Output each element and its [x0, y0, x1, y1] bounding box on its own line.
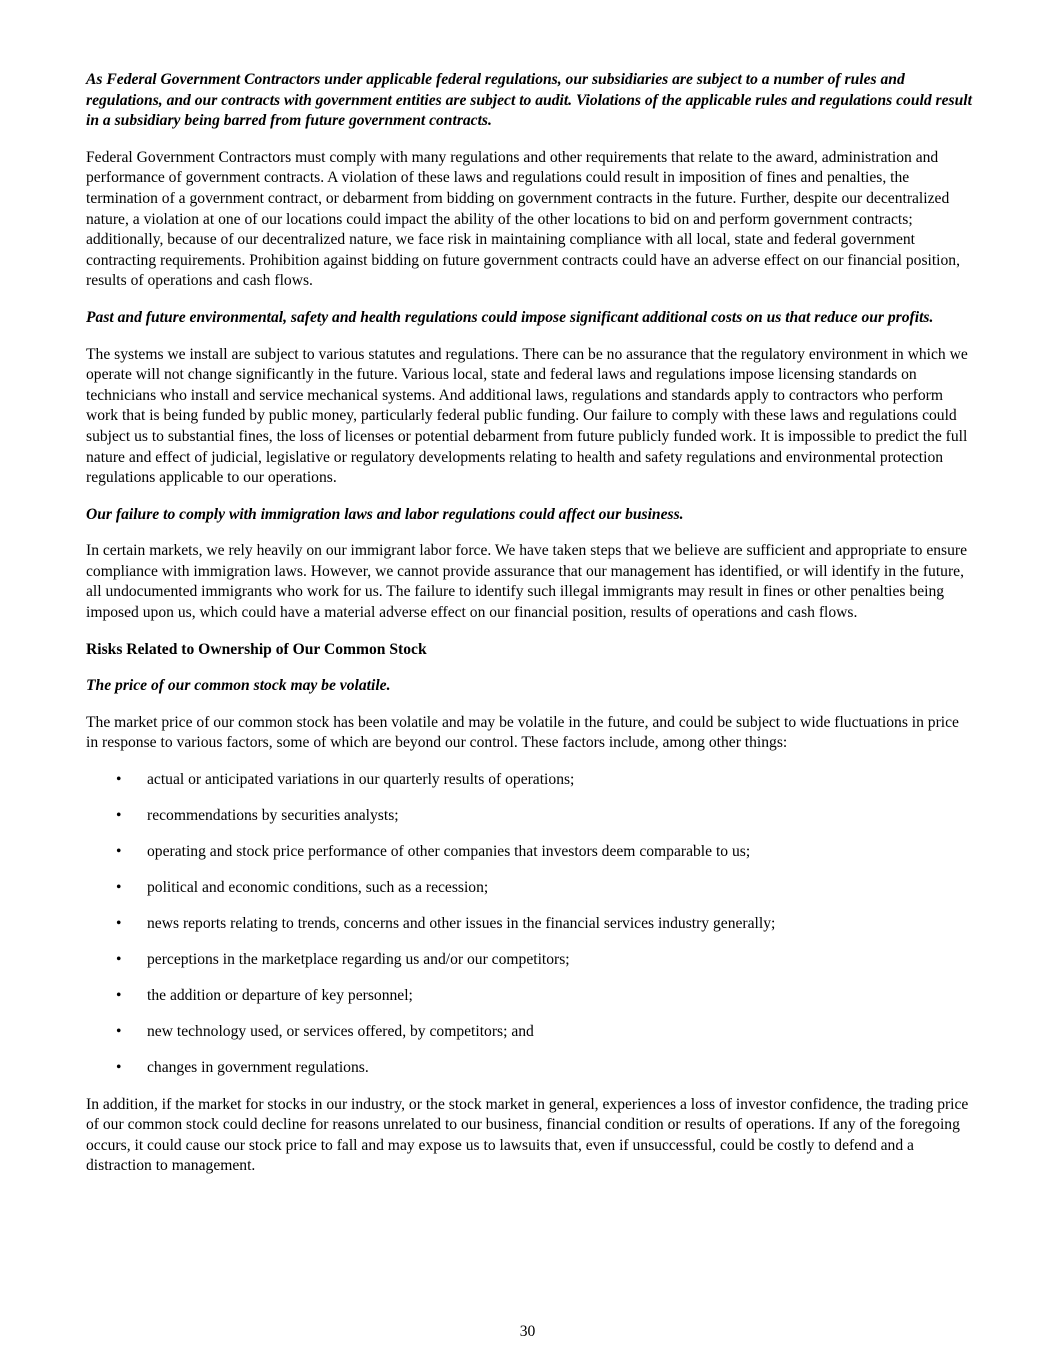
- list-item: [86, 1058, 972, 1079]
- list-item-text: the addition or departure of key personnel;: [147, 986, 413, 1004]
- risk-closing-stock-volatility: In addition, if the market for stocks in our industry, or the stock market in general, experiences a loss of investor confidence, the trading price of our common stock could decline for reasons unrelated to our business, financial condition or results of operations. If any of the foregoing occurs, it could cause our stock price to fall and may expose us to lawsuits that, even if unsuccessful, could be costly to defend and a distraction to management.: [86, 1095, 969, 1175]
- risk-intro-stock-volatility: The market price of our common stock has been volatile and may be volatile in the future, and could be subject to wide fluctuations in price in response to various factors, some of which are beyond our control. These factors include, among other things:: [86, 713, 959, 752]
- list-item: [86, 878, 972, 899]
- list-item-text: news reports relating to trends, concerns and other issues in the financial services industry generally;: [147, 914, 776, 932]
- bullet-marker: •: [116, 1022, 122, 1040]
- list-item-text: political and economic conditions, such as a recession;: [147, 878, 489, 896]
- risk-body-immigration-laws: In certain markets, we rely heavily on our immigrant labor force. We have taken steps that we believe are sufficient and appropriate to ensure compliance with immigration laws. However, we cannot provide assurance that our management has identified, or will identify in the future, all undocumented immigrants who work for us. The failure to identify such illegal immigrants may result in fines or other penalties being imposed upon us, which could have a material adverse effect on our financial position, results of operations and cash flows.: [86, 542, 968, 622]
- list-item: [86, 986, 972, 1007]
- bullet-marker: •: [116, 950, 122, 968]
- list-item: [86, 950, 972, 971]
- list-item: [86, 914, 972, 935]
- bullet-marker: •: [116, 986, 122, 1004]
- list-item: [86, 770, 972, 791]
- list-item-text: actual or anticipated variations in our quarterly results of operations;: [147, 771, 575, 789]
- risk-heading-stock-volatility: The price of our common stock may be volatile.: [86, 677, 391, 695]
- section-title-common-stock: Risks Related to Ownership of Our Common Stock: [86, 640, 427, 658]
- bullet-marker: •: [116, 807, 122, 825]
- list-item: [86, 1022, 972, 1043]
- list-item-text: perceptions in the marketplace regarding us and/or our competitors;: [147, 950, 570, 968]
- bullet-marker: •: [116, 1058, 122, 1076]
- list-item: [86, 806, 972, 827]
- list-item-text: new technology used, or services offered, by competitors; and: [147, 1022, 534, 1040]
- list-item-text: operating and stock price performance of other companies that investors deem comparable to us;: [147, 843, 751, 860]
- list-item: [86, 842, 972, 863]
- bullet-marker: •: [116, 771, 122, 789]
- bullet-marker: •: [116, 843, 122, 860]
- risk-heading-environmental-regulations: Past and future environmental, safety and health regulations could impose significant additional costs on us that reduce our profits.: [86, 308, 934, 326]
- risk-heading-immigration-laws: Our failure to comply with immigration laws and labor regulations could affect our business.: [86, 505, 684, 523]
- list-item-text: recommendations by securities analysts;: [147, 807, 399, 825]
- bullet-marker: •: [116, 878, 122, 896]
- bullet-marker: •: [116, 914, 122, 932]
- risk-body-environmental-regulations: The systems we install are subject to various statutes and regulations. There can be no assurance that the regulatory environment in which we operate will not change significantly in the future. Various local, state and federal laws and regulations impose licensing standards on technicians who install and service mechanical systems. And additional laws, regulations and standards apply to contractors who perform work that is being funded by public money, particularly federal public funding. Our failure to comply with these laws and regulations could subject us to substantial fines, the loss of licenses or potential debarment from future publicly funded work. It is impossible to predict the full nature and effect of judicial, legislative or regulatory developments relating to health and safety regulations and environmental protection regulations applicable to our operations.: [86, 345, 968, 487]
- factor-list: [86, 770, 972, 1078]
- document-page: [86, 70, 972, 1193]
- page-number: 30: [519, 1323, 536, 1340]
- risk-body-government-contractors: Federal Government Contractors must comply with many regulations and other requirements that relate to the award, administration and performance of government contracts. A violation of these laws and regulations could result in imposition of fines and penalties, the termination of a government contract, or debarment from bidding on government contracts in the future. Further, despite our decentralized nature, a violation at one of our locations could impact the ability of the other locations to bid on and perform government contracts; additionally, because of our decentralized nature, we face risk in maintaining compliance with all local, state and federal government contracting requirements. Prohibition against bidding on future government contracts could have an adverse effect on our financial position, results of operations and cash flows.: [86, 148, 961, 290]
- risk-heading-government-contractors: As Federal Government Contractors under applicable federal regulations, our subsidiaries are subject to a number of rules and regulations, and our contracts with government entities are subject to audit. Violations of the applicable rules and regulations could result in a subsidiary being barred from future government contracts.: [86, 71, 972, 130]
- list-item-text: changes in government regulations.: [147, 1058, 369, 1076]
